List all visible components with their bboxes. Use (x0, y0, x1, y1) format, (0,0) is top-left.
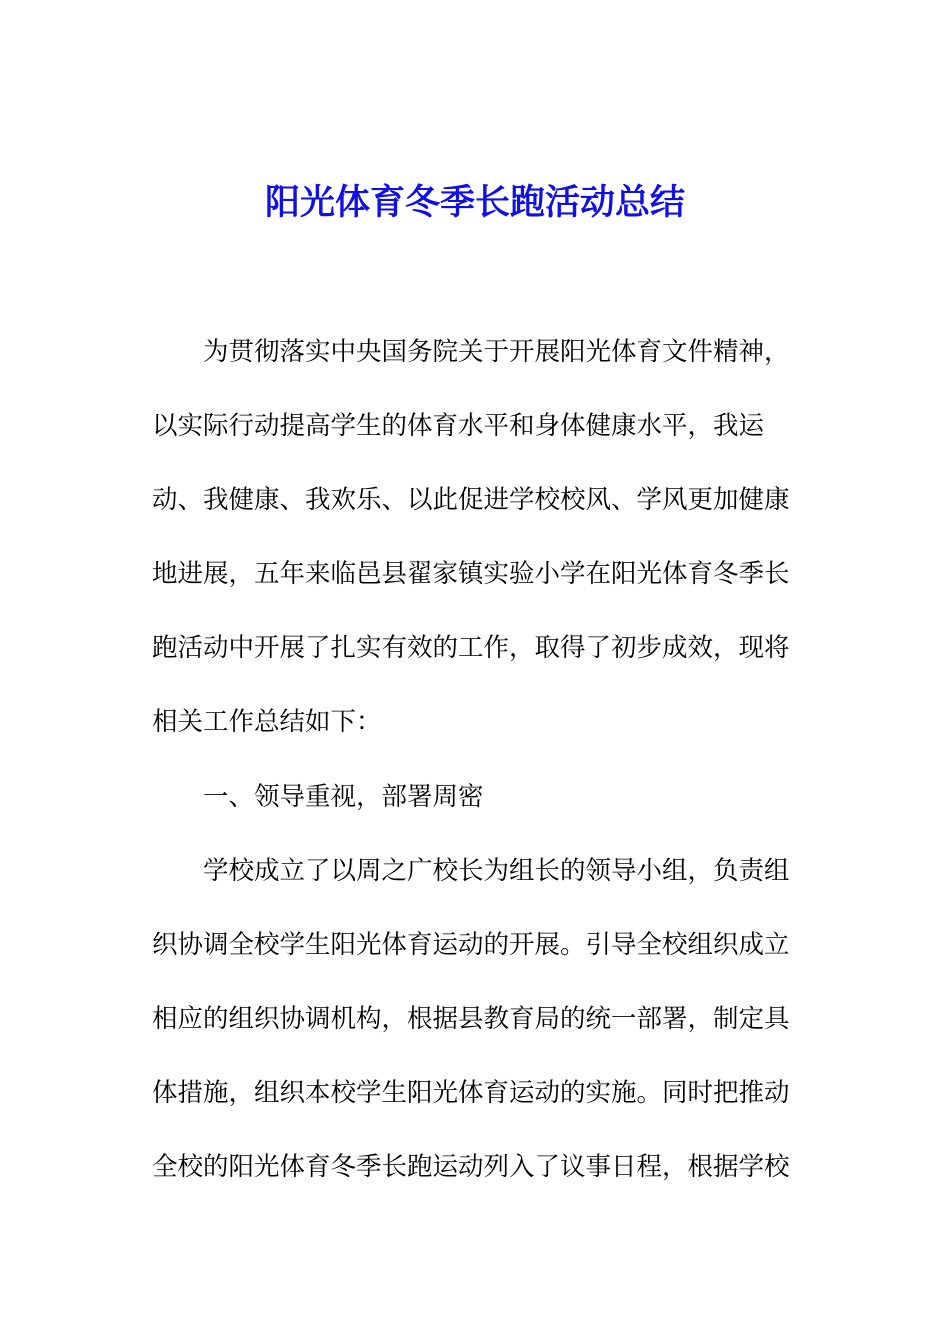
paragraph-line: 体措施，组织本校学生阳光体育运动的实施。同时把推动 (152, 1078, 790, 1108)
paragraph-line: 为贯彻落实中央国务院关于开展阳光体育文件精神， (203, 337, 790, 367)
paragraph-line: 相应的组织协调机构，根据县教育局的统一部署，制定具 (152, 1004, 790, 1034)
paragraph-line: 以实际行动提高学生的体育水平和身体健康水平，我运 (152, 411, 765, 441)
paragraph-line: 全校的阳光体育冬季长跑运动列入了议事日程，根据学校 (152, 1152, 790, 1182)
document-title: 阳光体育冬季长跑活动总结 (264, 183, 685, 223)
paragraph-line: 动、我健康、我欢乐、以此促进学校校风、学风更加健康 (152, 485, 790, 515)
paragraph-line: 学校成立了以周之广校长为组长的领导小组，负责组 (203, 856, 790, 886)
paragraph-line: 地进展，五年来临邑县翟家镇实验小学在阳光体育冬季长 (152, 559, 790, 589)
paragraph-line: 相关工作总结如下： (152, 707, 382, 737)
section-heading: 一、领导重视，部署周密 (203, 782, 484, 812)
paragraph-line: 织协调全校学生阳光体育运动的开展。引导全校组织成立 (152, 930, 790, 960)
paragraph-line: 跑活动中开展了扎实有效的工作，取得了初步成效，现将 (152, 633, 790, 663)
